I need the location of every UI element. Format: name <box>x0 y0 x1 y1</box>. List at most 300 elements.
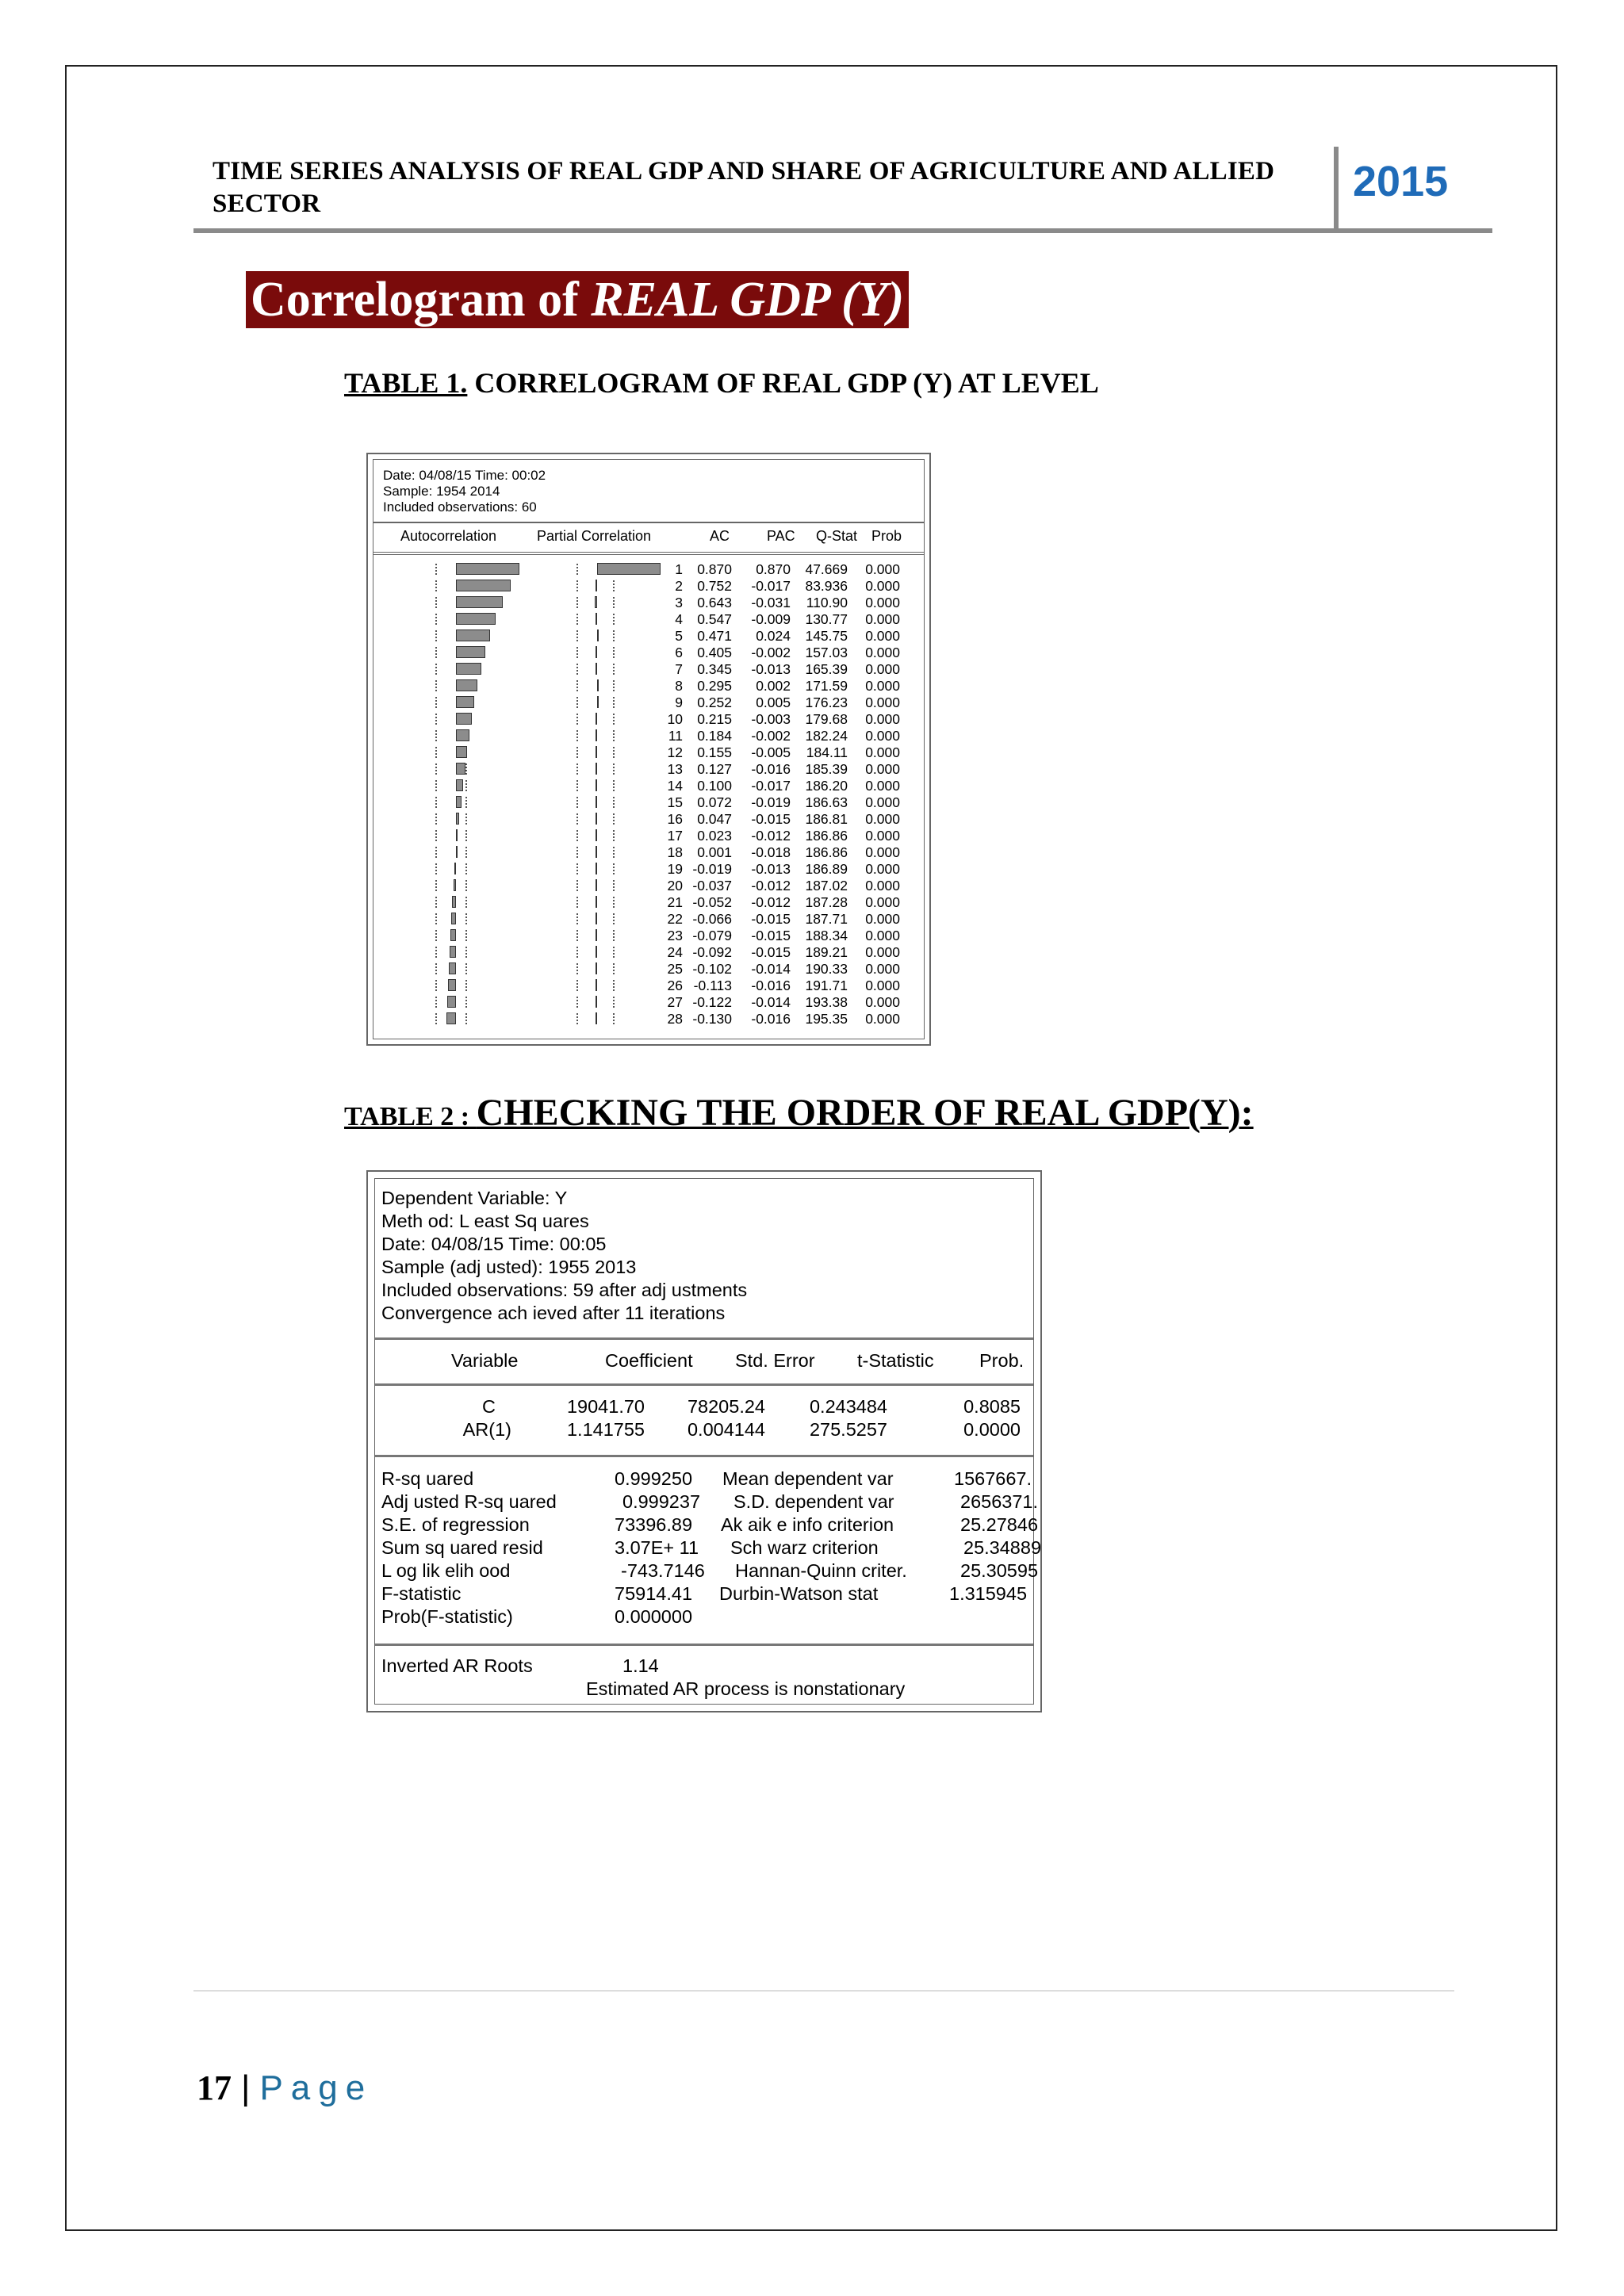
stat-label: Sum sq uared resid <box>381 1537 543 1558</box>
ac-cell: 0.127 <box>697 761 732 777</box>
correlogram-frame <box>373 459 925 1039</box>
regression-separator <box>375 1644 1033 1646</box>
ac-band-left <box>435 847 437 858</box>
coef-std-error: 78205.24 <box>687 1396 765 1417</box>
q-stat-cell: 187.71 <box>805 911 848 927</box>
pac-cell: -0.012 <box>751 828 791 844</box>
ac-band-left <box>435 813 437 825</box>
page-separator: | <box>241 2068 251 2107</box>
page-footer <box>197 2068 373 2108</box>
pac-band-left <box>576 730 578 741</box>
pac-cell: -0.018 <box>751 844 791 860</box>
pac-band-left <box>576 747 578 758</box>
q-stat-cell: 195.35 <box>805 1011 848 1027</box>
pac-band-left <box>576 947 578 958</box>
ac-cell: -0.092 <box>692 944 732 960</box>
pac-band-right <box>613 997 615 1008</box>
regression-output-table <box>366 1170 1042 1712</box>
prob-cell: 0.000 <box>865 1011 900 1027</box>
ac-cell: 0.547 <box>697 611 732 627</box>
ac-band-left <box>435 597 437 608</box>
pac-cell: -0.005 <box>751 744 791 760</box>
ac-band-right <box>465 830 467 841</box>
ac-band-left <box>435 963 437 974</box>
correlogram-separator <box>373 552 924 553</box>
ac-band-left <box>435 880 437 891</box>
ac-band-left <box>435 647 437 658</box>
roots-label: Inverted AR Roots <box>381 1655 533 1676</box>
lag-cell: 2 <box>675 578 683 594</box>
ac-cell: -0.113 <box>693 978 732 993</box>
prob-cell: 0.000 <box>865 761 900 777</box>
regression-info-date: Date: 04/08/15 Time: 00:05 <box>381 1234 607 1254</box>
pac-band-right <box>613 647 615 658</box>
pac-band-right <box>613 580 615 591</box>
stat-value: 0.000000 <box>615 1606 693 1627</box>
page-number: 17 <box>197 2068 232 2107</box>
footer-rule <box>193 1990 1454 1992</box>
correlogram-separator <box>373 522 924 523</box>
section-heading-prefix: Correlogram of <box>251 273 592 327</box>
prob-cell: 0.000 <box>865 561 900 577</box>
q-stat-cell: 47.669 <box>805 561 848 577</box>
ac-band-left <box>435 714 437 725</box>
ac-cell: 0.155 <box>697 744 732 760</box>
ac-cell: -0.122 <box>692 994 732 1010</box>
pac-band-left <box>576 614 578 625</box>
pac-band-left <box>576 597 578 608</box>
correlogram-info <box>383 468 546 515</box>
ac-cell: 0.252 <box>697 695 732 710</box>
pac-cell: -0.015 <box>751 944 791 960</box>
q-stat-cell: 185.39 <box>805 761 848 777</box>
ac-band-left <box>435 930 437 941</box>
prob-cell: 0.000 <box>865 711 900 727</box>
section-heading <box>246 271 909 328</box>
lag-cell: 4 <box>675 611 683 627</box>
pac-bar <box>596 913 597 924</box>
pac-bar <box>596 746 597 758</box>
ac-band-right <box>465 863 467 874</box>
pac-cell: -0.016 <box>751 1011 791 1027</box>
correlogram-info-sample: Sample: 1954 2014 <box>383 484 500 499</box>
col-autocorrelation: Autocorrelation <box>400 528 497 544</box>
ac-bar <box>456 646 485 658</box>
roots-note: Estimated AR process is nonstationary <box>586 1678 906 1699</box>
pac-bar <box>596 863 597 874</box>
prob-cell: 0.000 <box>865 778 900 794</box>
correlogram-row <box>373 595 924 611</box>
prob-cell: 0.000 <box>865 928 900 943</box>
pac-bar <box>596 729 597 741</box>
correlogram-row <box>373 561 924 578</box>
ac-band-right <box>465 963 467 974</box>
pac-band-left <box>576 564 578 575</box>
q-stat-cell: 187.02 <box>805 878 848 894</box>
q-stat-cell: 184.11 <box>806 744 848 760</box>
correlogram-row <box>373 894 924 911</box>
ac-cell: 0.100 <box>697 778 732 794</box>
ac-band-left <box>435 614 437 625</box>
col-partial-correlation: Partial Correlation <box>537 528 652 544</box>
prob-cell: 0.000 <box>865 944 900 960</box>
regression-info-convergence: Convergence ach ieved after 11 iterations <box>381 1303 726 1323</box>
header-std-error: Std. Error <box>735 1350 815 1371</box>
pac-band-left <box>576 580 578 591</box>
lag-cell: 10 <box>667 711 683 727</box>
pac-bar <box>596 1012 597 1024</box>
lag-cell: 8 <box>675 678 683 694</box>
stat-label: Sch warz criterion <box>730 1537 879 1558</box>
pac-cell: 0.024 <box>756 628 791 644</box>
q-stat-cell: 187.28 <box>805 894 848 910</box>
ac-bar <box>456 779 463 791</box>
q-stat-cell: 83.936 <box>805 578 848 594</box>
stat-label: R-sq uared <box>381 1468 474 1489</box>
pac-band-right <box>613 597 615 608</box>
ac-bar <box>456 696 474 708</box>
header-rule <box>193 228 1492 233</box>
pac-band-right <box>613 863 615 874</box>
pac-band-left <box>576 697 578 708</box>
q-stat-cell: 176.23 <box>805 695 848 710</box>
correlogram-row <box>373 645 924 661</box>
table2-caption <box>344 1091 1254 1135</box>
coef-variable: AR(1) <box>462 1419 511 1440</box>
pac-band-left <box>576 863 578 874</box>
ac-band-left <box>435 830 437 841</box>
ac-cell: -0.019 <box>692 861 732 877</box>
roots-value: 1.14 <box>622 1655 659 1676</box>
correlogram-row <box>373 661 924 678</box>
pac-band-right <box>613 747 615 758</box>
pac-band-right <box>613 1013 615 1024</box>
ac-bar <box>456 829 458 841</box>
prob-cell: 0.000 <box>865 828 900 844</box>
ac-band-left <box>435 780 437 791</box>
header-coefficient: Coefficient <box>605 1350 693 1371</box>
ac-band-left <box>435 630 437 641</box>
lag-cell: 25 <box>667 961 683 977</box>
ac-bar <box>456 580 511 591</box>
ac-cell: 0.215 <box>697 711 732 727</box>
lag-cell: 7 <box>675 661 683 677</box>
ac-band-right <box>465 797 467 808</box>
pac-cell: -0.015 <box>751 928 791 943</box>
ac-cell: 0.001 <box>697 844 732 860</box>
pac-cell: -0.016 <box>751 978 791 993</box>
ac-bar <box>451 913 456 924</box>
stat-value: 2656371. <box>960 1491 1039 1512</box>
ac-cell: -0.130 <box>692 1011 732 1027</box>
pac-band-right <box>613 780 615 791</box>
pac-bar <box>596 646 597 658</box>
stat-label: Hannan-Quinn criter. <box>735 1560 907 1581</box>
ac-cell: 0.023 <box>697 828 732 844</box>
q-stat-cell: 188.34 <box>805 928 848 943</box>
lag-cell: 6 <box>675 645 683 660</box>
pac-cell: -0.015 <box>751 811 791 827</box>
prob-cell: 0.000 <box>865 628 900 644</box>
correlogram-row <box>373 1011 924 1027</box>
ac-bar <box>456 563 519 575</box>
ac-cell: 0.752 <box>697 578 732 594</box>
pac-cell: -0.016 <box>751 761 791 777</box>
pac-bar <box>597 696 599 708</box>
stat-value: 25.30595 <box>960 1560 1039 1581</box>
ac-bar <box>456 729 469 741</box>
ac-bar <box>456 846 458 858</box>
pac-band-left <box>576 847 578 858</box>
pac-band-left <box>576 897 578 908</box>
prob-cell: 0.000 <box>865 794 900 810</box>
correlogram-row <box>373 861 924 878</box>
pac-band-left <box>576 763 578 775</box>
prob-cell: 0.000 <box>865 978 900 993</box>
ac-band-right <box>465 930 467 941</box>
prob-cell: 0.000 <box>865 678 900 694</box>
pac-bar <box>596 829 597 841</box>
pac-cell: -0.031 <box>751 595 791 610</box>
pac-band-right <box>613 897 615 908</box>
q-stat-cell: 130.77 <box>805 611 848 627</box>
coef-coefficient: 1.141755 <box>566 1419 645 1440</box>
stat-label: F-statistic <box>381 1583 462 1604</box>
q-stat-cell: 186.89 <box>805 861 848 877</box>
pac-band-right <box>613 813 615 825</box>
pac-cell: -0.003 <box>751 711 791 727</box>
table1-caption-text: CORRELOGRAM OF REAL GDP (Y) AT LEVEL <box>467 367 1099 399</box>
ac-bar <box>456 613 496 625</box>
pac-bar <box>596 763 597 775</box>
stat-label: Ak aik e info criterion <box>721 1514 894 1535</box>
ac-cell: 0.072 <box>697 794 732 810</box>
pac-band-left <box>576 664 578 675</box>
ac-band-left <box>435 980 437 991</box>
lag-cell: 1 <box>675 561 683 577</box>
pac-bar <box>595 596 597 608</box>
table1-caption <box>344 366 1099 400</box>
ac-bar <box>456 679 477 691</box>
correlogram-row <box>373 994 924 1011</box>
correlogram-row <box>373 778 924 794</box>
correlogram-row <box>373 695 924 711</box>
section-heading-emphasis: REAL GDP (Y) <box>591 273 905 327</box>
pac-band-left <box>576 980 578 991</box>
ac-bar <box>449 962 456 974</box>
ac-bar <box>454 863 456 874</box>
pac-bar <box>596 796 597 808</box>
ac-band-right <box>465 780 467 791</box>
lag-cell: 23 <box>667 928 683 943</box>
q-stat-cell: 191.71 <box>805 978 848 993</box>
q-stat-cell: 145.75 <box>805 628 848 644</box>
regression-separator <box>375 1455 1033 1457</box>
ac-band-right <box>465 813 467 825</box>
document-header-title: TIME SERIES ANALYSIS OF REAL GDP AND SHARE OF AGRICULTURE AND ALLIED SECTOR <box>213 157 1275 218</box>
pac-band-right <box>613 847 615 858</box>
lag-cell: 16 <box>667 811 683 827</box>
stat-value: 73396.89 <box>615 1514 693 1535</box>
correlogram-row <box>373 678 924 695</box>
ac-bar <box>448 979 456 991</box>
pac-band-right <box>613 830 615 841</box>
header-t-statistic: t-Statistic <box>857 1350 934 1371</box>
ac-band-right <box>465 947 467 958</box>
pac-band-right <box>613 664 615 675</box>
pac-cell: -0.014 <box>751 994 791 1010</box>
correlogram-info-observations: Included observations: 60 <box>383 499 537 515</box>
q-stat-cell: 186.86 <box>805 828 848 844</box>
ac-band-left <box>435 763 437 775</box>
pac-cell: -0.009 <box>751 611 791 627</box>
stat-value: 25.34889 <box>963 1537 1042 1558</box>
pac-band-left <box>576 997 578 1008</box>
pac-bar <box>596 813 597 825</box>
pac-band-left <box>576 963 578 974</box>
ac-bar <box>456 763 465 775</box>
stat-label: S.E. of regression <box>381 1514 530 1535</box>
stat-value: 1.315945 <box>949 1583 1028 1604</box>
ac-bar <box>454 879 456 891</box>
ac-bar <box>456 713 472 725</box>
correlogram-row <box>373 911 924 928</box>
q-stat-cell: 179.68 <box>805 711 848 727</box>
pac-band-left <box>576 880 578 891</box>
prob-cell: 0.000 <box>865 645 900 660</box>
prob-cell: 0.000 <box>865 994 900 1010</box>
lag-cell: 18 <box>667 844 683 860</box>
ac-band-right <box>465 897 467 908</box>
pac-cell: -0.014 <box>751 961 791 977</box>
correlogram-row <box>373 728 924 744</box>
lag-cell: 15 <box>667 794 683 810</box>
regression-info-observations: Included observations: 59 after adj ustments <box>381 1280 748 1300</box>
correlogram-row <box>373 978 924 994</box>
pac-band-right <box>613 797 615 808</box>
pac-cell: -0.017 <box>751 578 791 594</box>
q-stat-cell: 186.86 <box>805 844 848 860</box>
table1-caption-label: TABLE 1. <box>344 367 468 399</box>
correlogram-row <box>373 811 924 828</box>
prob-cell: 0.000 <box>865 744 900 760</box>
lag-cell: 22 <box>667 911 683 927</box>
prob-cell: 0.000 <box>865 661 900 677</box>
ac-band-left <box>435 947 437 958</box>
pac-band-right <box>613 730 615 741</box>
pac-band-right <box>613 947 615 958</box>
pac-band-right <box>613 614 615 625</box>
pac-bar <box>596 962 597 974</box>
correlogram-row <box>373 611 924 628</box>
ac-band-right <box>465 980 467 991</box>
correlogram-row <box>373 761 924 778</box>
ac-cell: 0.870 <box>697 561 732 577</box>
ac-bar <box>452 896 456 908</box>
header-divider <box>1334 147 1339 232</box>
ac-band-right <box>465 880 467 891</box>
pac-cell: 0.870 <box>756 561 791 577</box>
ac-band-right <box>465 913 467 924</box>
ac-bar <box>446 1012 456 1024</box>
prob-cell: 0.000 <box>865 695 900 710</box>
pac-band-left <box>576 813 578 825</box>
header-variable: Variable <box>451 1350 519 1371</box>
pac-band-right <box>613 697 615 708</box>
regression-info-method: Meth od: L east Sq uares <box>381 1211 589 1231</box>
pac-band-right <box>613 630 615 641</box>
coef-t-statistic: 0.243484 <box>809 1396 887 1417</box>
q-stat-cell: 190.33 <box>805 961 848 977</box>
lag-cell: 20 <box>667 878 683 894</box>
ac-band-right <box>465 997 467 1008</box>
prob-cell: 0.000 <box>865 811 900 827</box>
regression-info-sample: Sample (adj usted): 1955 2013 <box>381 1257 637 1277</box>
prob-cell: 0.000 <box>865 844 900 860</box>
ac-cell: 0.471 <box>697 628 732 644</box>
ac-cell: 0.295 <box>697 678 732 694</box>
ac-band-left <box>435 697 437 708</box>
correlogram-row <box>373 928 924 944</box>
stat-label: Durbin-Watson stat <box>719 1583 879 1604</box>
regression-separator <box>375 1383 1033 1386</box>
stat-value: 0.999237 <box>622 1491 701 1512</box>
pac-band-left <box>576 830 578 841</box>
col-q-stat: Q-Stat <box>816 528 858 544</box>
pac-cell: -0.012 <box>751 878 791 894</box>
correlogram-row <box>373 878 924 894</box>
pac-cell: -0.013 <box>751 661 791 677</box>
ac-cell: -0.066 <box>692 911 732 927</box>
prob-cell: 0.000 <box>865 595 900 610</box>
q-stat-cell: 110.90 <box>806 595 848 610</box>
regression-info-dependent: Dependent Variable: Y <box>381 1188 568 1208</box>
ac-bar <box>456 746 467 758</box>
pac-band-right <box>613 680 615 691</box>
ac-band-left <box>435 730 437 741</box>
ac-bar <box>456 596 503 608</box>
lag-cell: 21 <box>667 894 683 910</box>
coef-std-error: 0.004144 <box>687 1419 765 1440</box>
correlogram-info-date: Date: 04/08/15 Time: 00:02 <box>383 468 546 483</box>
pac-band-right <box>613 913 615 924</box>
ac-band-right <box>465 763 467 775</box>
prob-cell: 0.000 <box>865 728 900 744</box>
ac-band-left <box>435 747 437 758</box>
lag-cell: 13 <box>667 761 683 777</box>
lag-cell: 27 <box>667 994 683 1010</box>
lag-cell: 28 <box>667 1011 683 1027</box>
prob-cell: 0.000 <box>865 961 900 977</box>
pac-band-left <box>576 630 578 641</box>
pac-cell: -0.002 <box>751 728 791 744</box>
correlogram-row <box>373 944 924 961</box>
coef-coefficient: 19041.70 <box>566 1396 645 1417</box>
ac-cell: -0.079 <box>692 928 732 943</box>
ac-cell: 0.047 <box>697 811 732 827</box>
pac-band-right <box>613 980 615 991</box>
ac-cell: 0.405 <box>697 645 732 660</box>
pac-bar <box>596 896 597 908</box>
pac-band-left <box>576 913 578 924</box>
ac-cell: -0.102 <box>692 961 732 977</box>
pac-band-right <box>613 714 615 725</box>
ac-band-left <box>435 580 437 591</box>
stat-label: S.D. dependent var <box>733 1491 894 1512</box>
ac-cell: -0.052 <box>692 894 732 910</box>
header-prob: Prob. <box>979 1350 1025 1371</box>
prob-cell: 0.000 <box>865 894 900 910</box>
